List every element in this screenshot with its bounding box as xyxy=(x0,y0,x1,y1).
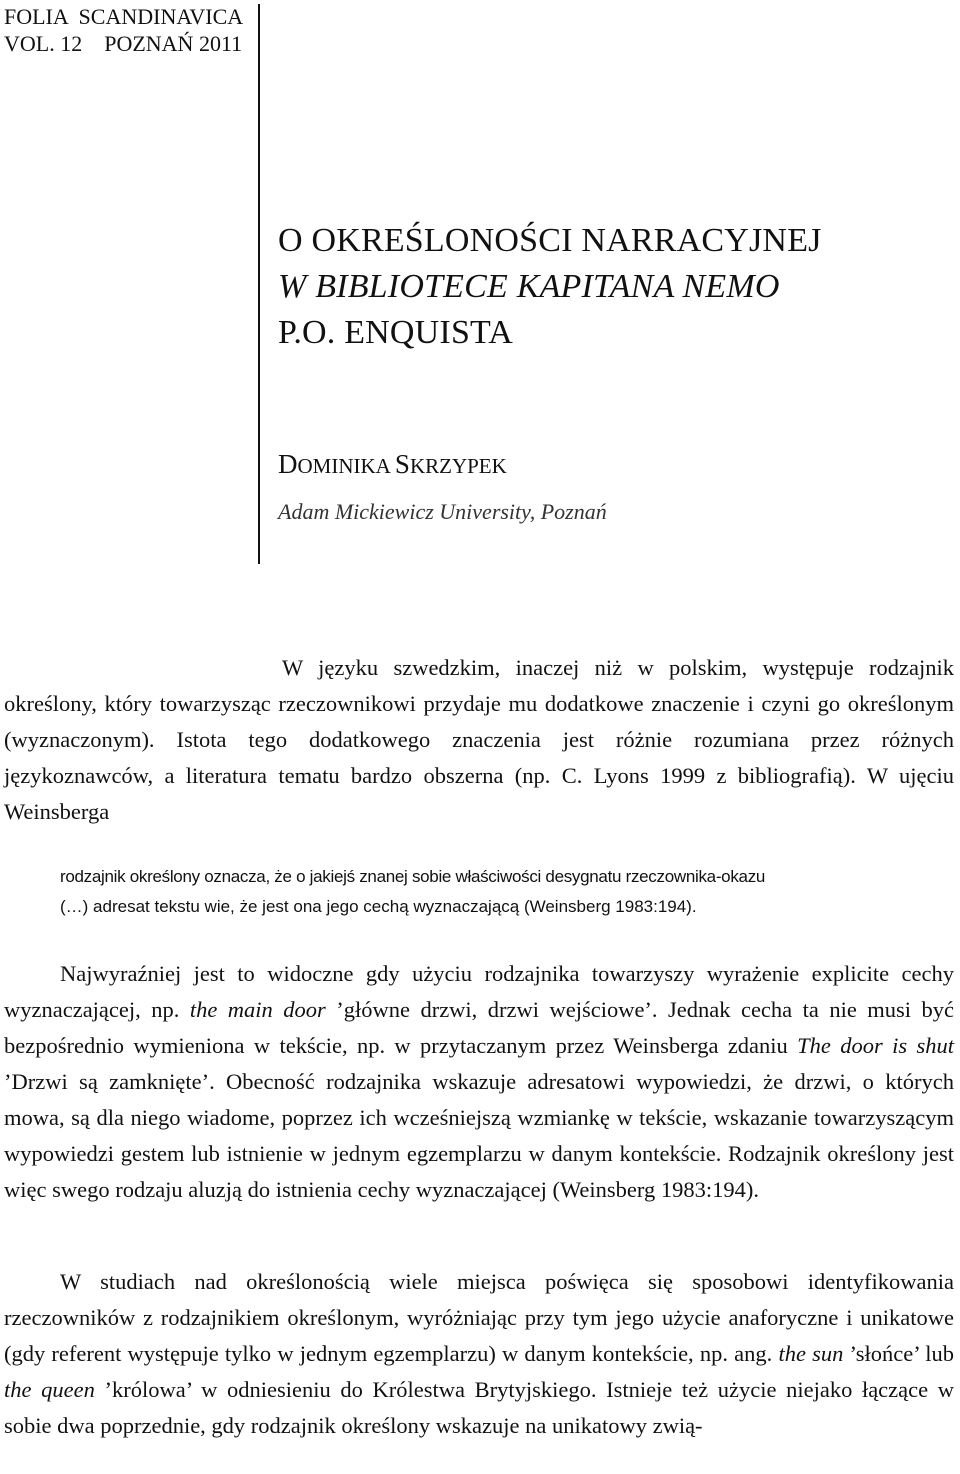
title-line-1: O OKREŚLONOŚCI NARRACYJNEJ xyxy=(278,222,822,259)
vertical-rule xyxy=(258,4,260,564)
paragraph-2-text-2: ’główne drzwi, drzwi wejściowe’. Jednak cecha ta nie musi być bezpośrednio wymieniona w tekście, np. w przytaczanym przez Weinsberga zdaniu xyxy=(4,997,955,1058)
paragraph-3-text-2: ’słońce’ lub xyxy=(843,1341,955,1366)
paragraph-2-example-1: the main door xyxy=(189,997,326,1022)
journal-issue: VOL. 12 POZNAŃ 2011 xyxy=(4,31,243,56)
article-title xyxy=(278,218,822,356)
paragraph-2-example-2: The door is shut xyxy=(797,1033,954,1058)
paragraph-1-text: rodzajnik określony, który towarzysząc rzeczownikowi przydaje mu dodatkowe znaczenie i czyni go określonym (wyznaczonym). Istota tego dodatkowego znaczenia jest różnie rozumiana przez różnych językoznawców, a literatura tematu bardzo obszerna (np. C. Lyons 1999 z bibliografią). W ujęciu Weinsberga xyxy=(4,655,954,824)
paragraph-2 xyxy=(4,956,954,1208)
block-quote xyxy=(60,862,955,922)
paragraph-3-example-1: the sun xyxy=(778,1341,844,1366)
paragraph-3 xyxy=(4,1264,954,1444)
title-line-3: P.O. ENQUISTA xyxy=(278,314,514,351)
author-last-rest: KRZYPEK xyxy=(409,454,507,478)
paragraph-2-text-1: Najwyraźniej jest to widoczne gdy użyciu rodzajnika towarzyszy wyrażenie explicite cechy wyznaczającej, np. xyxy=(4,961,954,1022)
author-name xyxy=(278,449,507,481)
paragraph-2-text-3: ’Drzwi są zamknięte’. Obecność rodzajnika wskazuje adresatowi wypowiedzi, że drzwi, o których mowa, są dla niego wiadome, poprzez ich wcześniejszą wzmiankę w tekście, wskazanie towarzyszącym wypowiedzi gestem lub istnienie w jednym egzemplarzu w danym kontekście. Rodzajnik określony jest więc swego rodzaju aluzją do istnienia cechy wyznaczającej (Weinsberg 1983:194). xyxy=(4,1069,954,1202)
title-line-2: W BIBLIOTECE KAPITANA NEMO xyxy=(278,268,780,305)
author-affiliation: Adam Mickiewicz University, Poznań xyxy=(278,499,607,524)
journal-name: FOLIA SCANDINAVICA xyxy=(4,4,244,29)
paragraph-1-lead: W języku szwedzkim, inaczej niż w polskim, występuje xyxy=(282,655,854,680)
paragraph-3-example-2: the queen xyxy=(4,1377,95,1402)
quote-line-2: (…) adresat tekstu wie, że jest ona jego cechą wyznaczającą (Weinsberg 1983:194). xyxy=(60,897,697,916)
author-first-rest: OMINIKA xyxy=(297,454,395,478)
quote-line-1: rodzajnik określony oznacza, że o jakiejś znanej sobie właściwości desygnatu rzeczownika-okazu xyxy=(60,867,766,886)
author-last-initial: S xyxy=(394,449,410,479)
paragraph-1 xyxy=(4,650,954,830)
paragraph-3-text-3: ’królowa’ w odniesieniu do Królestwa Brytyjskiego. Istnieje też użycie niejako łączące w sobie dwa poprzednie, gdy rodzajnik określony wskazuje na unikatowy zwią- xyxy=(4,1377,954,1438)
journal-header xyxy=(4,3,243,57)
paragraph-3-text-1: W studiach nad określonością wiele miejsca poświęca się sposobowi identyfikowania rzeczowników z rodzajnikiem określonym, wyróżniając przy tym jego użycie anaforyczne i unikatowe (gdy referent występuje tylko w jednym egzemplarzu) w danym kontekście, np. ang. xyxy=(4,1269,954,1366)
author-first-initial: D xyxy=(278,449,298,479)
